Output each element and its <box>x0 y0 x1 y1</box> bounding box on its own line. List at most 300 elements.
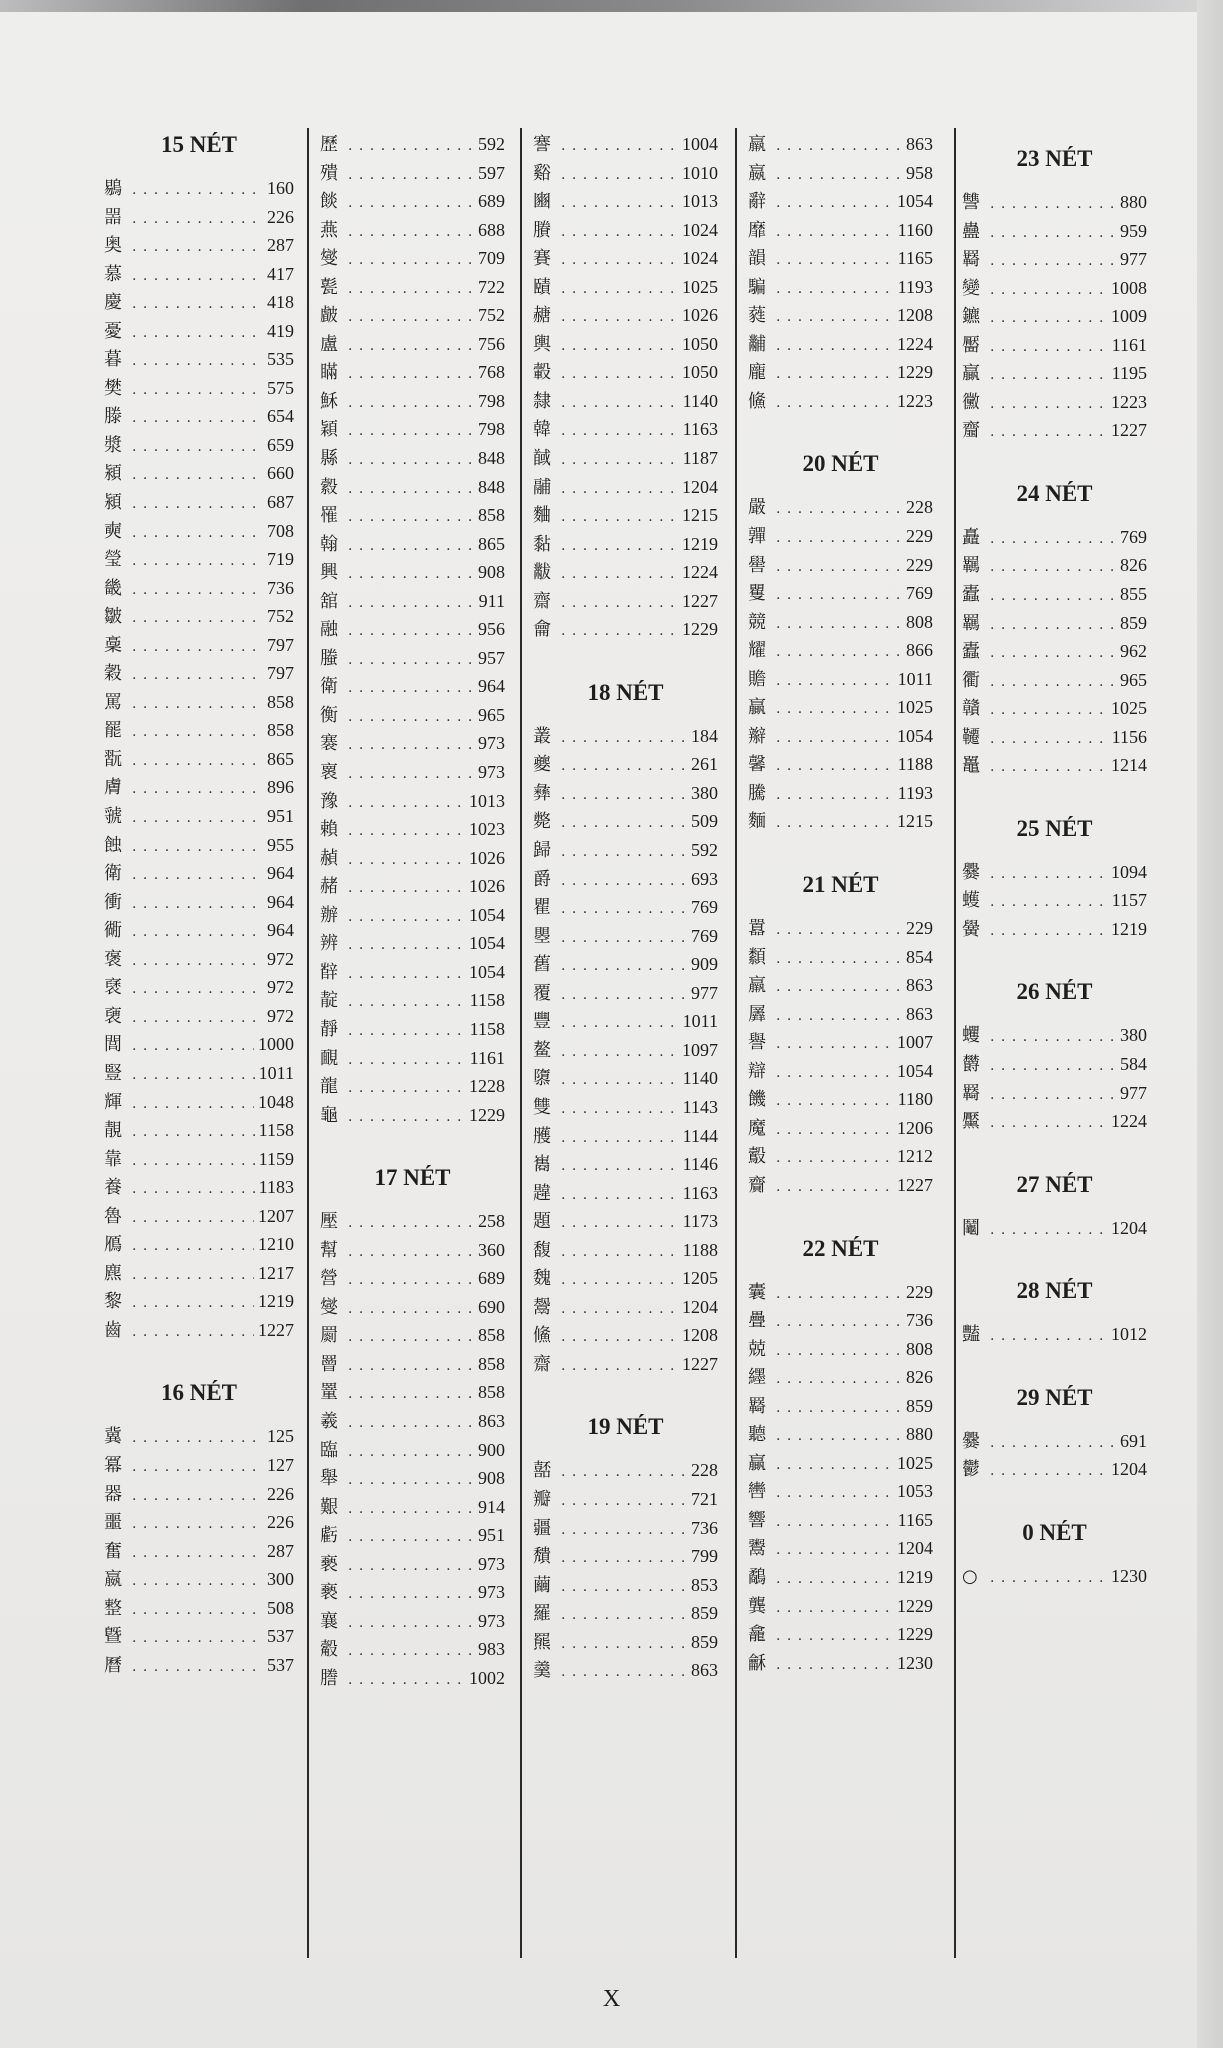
stroke-count-heading: 26 NÉT <box>1016 979 1093 1005</box>
entry-character: 瑩 <box>104 549 122 571</box>
dot-leader <box>348 560 474 589</box>
entry-character: 鷸 <box>748 1566 766 1588</box>
entry-character: 夔 <box>533 754 551 776</box>
dot-leader <box>561 1295 678 1324</box>
index-entry <box>320 1044 505 1073</box>
dot-leader <box>561 475 678 504</box>
index-entry <box>748 187 933 216</box>
entry-character: 矗 <box>962 526 980 548</box>
entry-character: 雙 <box>533 1096 551 1118</box>
dot-leader <box>132 176 263 205</box>
dot-leader <box>348 189 474 218</box>
index-entry <box>748 608 933 637</box>
dot-leader <box>348 1103 465 1132</box>
index-entry <box>962 609 1147 638</box>
heading-gap <box>748 1264 933 1278</box>
dot-leader <box>348 731 474 760</box>
entry-page-number: 1158 <box>258 1120 294 1141</box>
dot-leader <box>348 1380 474 1409</box>
entry-character: 馥 <box>533 1239 551 1261</box>
dot-leader <box>776 581 902 610</box>
stroke-count-heading: 0 NÉT <box>1022 1519 1087 1545</box>
entry-character: 鬻 <box>748 1538 766 1560</box>
index-column-4 <box>748 130 933 1950</box>
dot-leader <box>561 1124 679 1153</box>
entry-page-number: 1195 <box>1111 363 1147 384</box>
index-entry <box>962 1107 1147 1136</box>
dot-leader <box>132 1567 263 1596</box>
heading-gap <box>748 479 933 493</box>
index-entry <box>533 836 718 865</box>
entry-page-number: 908 <box>478 1468 505 1489</box>
dot-leader <box>348 1609 474 1638</box>
entry-character: 羈 <box>962 555 980 577</box>
dot-leader <box>776 218 894 247</box>
dot-leader <box>561 389 679 418</box>
section-gap <box>533 1378 718 1412</box>
entry-page-number: 880 <box>1120 192 1147 212</box>
dot-leader <box>990 1081 1116 1110</box>
dot-leader <box>990 725 1108 754</box>
dot-leader <box>348 417 474 446</box>
entry-page-number: 1161 <box>1111 334 1147 355</box>
entry-character: 欝 <box>962 1054 980 1076</box>
dot-leader <box>132 975 263 1004</box>
entry-page-number: 972 <box>267 977 294 998</box>
index-entry <box>533 387 718 416</box>
dot-leader <box>561 589 678 618</box>
entry-page-number: 592 <box>478 134 505 154</box>
entry-character: ○ <box>962 1565 978 1587</box>
entry-character: 羹 <box>533 1660 551 1682</box>
entry-character: 豳 <box>533 191 551 213</box>
entry-character: 整 <box>104 1597 122 1619</box>
entry-character: 褱 <box>320 762 338 784</box>
entry-page-number: 226 <box>267 206 294 227</box>
entry-character: 閭 <box>104 1034 122 1056</box>
dot-leader <box>132 1175 255 1204</box>
entry-page-number: 958 <box>906 162 933 183</box>
dot-leader <box>776 916 902 945</box>
entry-character: 兢 <box>748 1338 766 1360</box>
dot-leader <box>561 1181 679 1210</box>
entry-page-number: 951 <box>478 1525 505 1546</box>
dot-leader <box>561 617 678 646</box>
dot-leader <box>776 332 893 361</box>
index-entry <box>533 1599 718 1628</box>
index-entry <box>533 301 718 330</box>
dot-leader <box>776 752 894 781</box>
index-entry <box>320 1101 505 1130</box>
dot-leader <box>776 638 902 667</box>
entry-page-number: 955 <box>267 834 294 855</box>
entry-character: 靚 <box>104 1120 122 1142</box>
dot-leader <box>776 1002 902 1031</box>
entry-character: 虢 <box>104 806 122 828</box>
dot-leader <box>776 1622 893 1651</box>
dot-leader <box>990 247 1116 276</box>
entry-character: 蠱 <box>962 220 980 242</box>
stroke-count-heading: 18 NÉT <box>587 679 664 705</box>
entry-character: 穀 <box>104 663 122 685</box>
entry-character: 麃 <box>104 1262 122 1284</box>
entry-page-number: 736 <box>267 577 294 598</box>
section-gap <box>962 445 1147 479</box>
index-entry <box>748 722 933 751</box>
index-entry <box>320 1015 505 1044</box>
dot-leader <box>561 952 687 981</box>
index-entry <box>533 807 718 836</box>
index-entry <box>320 758 505 787</box>
entry-character: 瓣 <box>533 1488 551 1510</box>
entry-character: 贏 <box>962 363 980 385</box>
entry-character: 羅 <box>533 1603 551 1625</box>
dot-leader <box>348 1323 474 1352</box>
index-entry <box>533 615 718 644</box>
entry-page-number: 287 <box>267 1540 294 1561</box>
entry-page-number: 858 <box>478 1353 505 1374</box>
dot-leader <box>776 1422 902 1451</box>
dot-leader <box>561 1152 679 1181</box>
entry-character: 齏 <box>962 420 980 442</box>
entry-character: 黼 <box>748 333 766 355</box>
entry-page-number: 964 <box>267 863 294 884</box>
index-entry <box>104 1451 294 1480</box>
entry-character: 鼉 <box>962 755 980 777</box>
entry-page-number: 1219 <box>897 1566 933 1587</box>
heading-gap <box>962 509 1147 523</box>
index-entry <box>320 929 505 958</box>
index-entry <box>104 1088 294 1117</box>
heading-gap <box>962 844 1147 858</box>
entry-character: 瞿 <box>533 897 551 919</box>
entry-character: 羲 <box>320 1410 338 1432</box>
dot-leader <box>776 724 893 753</box>
index-column-1 <box>104 130 294 1950</box>
dot-leader <box>132 918 263 947</box>
entry-page-number: 1050 <box>682 333 718 354</box>
stroke-count-heading: 27 NÉT <box>1016 1171 1093 1197</box>
dot-leader <box>776 303 893 332</box>
dot-leader <box>561 809 687 838</box>
dot-leader <box>348 1074 465 1103</box>
index-entry <box>533 558 718 587</box>
index-entry <box>533 722 718 751</box>
entry-character: 樊 <box>104 377 122 399</box>
entry-character: 衡 <box>320 704 338 726</box>
dot-leader <box>348 646 474 675</box>
dot-leader <box>776 667 894 696</box>
entry-character: 韻 <box>748 248 766 270</box>
dot-leader <box>776 1059 893 1088</box>
entry-character: 穎 <box>320 419 338 441</box>
entry-page-number: 797 <box>267 663 294 684</box>
entry-page-number: 1054 <box>469 961 505 982</box>
heading-gap <box>962 1200 1147 1214</box>
index-entry <box>962 666 1147 695</box>
column-divider <box>307 128 309 1958</box>
entry-page-number: 1206 <box>897 1117 933 1138</box>
entry-page-number: 300 <box>267 1569 294 1590</box>
entry-character: 齎 <box>748 1174 766 1196</box>
dot-leader <box>776 1116 893 1145</box>
index-entry <box>533 779 718 808</box>
entry-character: 衚 <box>104 920 122 942</box>
dot-leader <box>561 1630 687 1659</box>
dot-leader <box>561 924 687 953</box>
entry-character: 罿 <box>320 1382 338 1404</box>
entry-page-number: 1187 <box>682 448 718 469</box>
entry-page-number: 1229 <box>682 619 718 640</box>
entry-page-number: 1214 <box>1111 755 1147 776</box>
entry-character: 靨 <box>962 334 980 356</box>
index-entry <box>320 130 505 159</box>
index-entry <box>320 1664 505 1693</box>
index-entry <box>962 858 1147 887</box>
entry-page-number: 1158 <box>469 990 505 1011</box>
dot-leader <box>132 690 263 719</box>
index-entry <box>104 773 294 802</box>
dot-leader <box>132 319 263 348</box>
dot-leader <box>561 532 678 561</box>
index-entry <box>320 1236 505 1265</box>
index-entry <box>320 1321 505 1350</box>
entry-page-number: 769 <box>691 897 718 918</box>
index-entry <box>533 1321 718 1350</box>
heading-gap <box>533 708 718 722</box>
entry-character: 蕤 <box>748 305 766 327</box>
dot-leader <box>990 525 1116 554</box>
index-entry <box>748 1114 933 1143</box>
entry-character: 慶 <box>104 292 122 314</box>
entry-character: 靠 <box>104 1148 122 1170</box>
entry-character: 衛 <box>320 676 338 698</box>
entry-character: 翰 <box>320 533 338 555</box>
dot-leader <box>348 1580 474 1609</box>
index-entry <box>533 1179 718 1208</box>
stroke-count-heading: 19 NÉT <box>587 1414 664 1440</box>
dot-leader <box>348 589 475 618</box>
index-entry <box>748 1278 933 1307</box>
entry-page-number: 1229 <box>897 1595 933 1616</box>
index-entry <box>962 388 1147 417</box>
index-entry <box>320 1207 505 1236</box>
section-gap <box>962 943 1147 977</box>
entry-page-number: 1025 <box>1111 698 1147 719</box>
dot-leader <box>990 582 1116 611</box>
dot-leader <box>348 988 466 1017</box>
entry-character: 彝 <box>533 782 551 804</box>
dot-leader <box>990 361 1108 390</box>
index-entry <box>533 750 718 779</box>
dot-leader <box>776 1536 893 1565</box>
entry-character: 嬴 <box>104 1569 122 1591</box>
entry-character: 襄 <box>320 1610 338 1632</box>
index-entry <box>533 1007 718 1036</box>
index-entry <box>748 244 933 273</box>
entry-character: 贏 <box>748 697 766 719</box>
dot-leader <box>132 547 263 576</box>
index-entry <box>748 1563 933 1592</box>
dot-leader <box>561 1009 679 1038</box>
entry-character: 轡 <box>748 1481 766 1503</box>
dot-leader <box>776 973 902 1002</box>
heading-gap <box>104 1408 294 1422</box>
dot-leader <box>132 775 263 804</box>
entry-page-number: 1219 <box>258 1291 294 1312</box>
index-entry <box>320 1464 505 1493</box>
index-entry <box>533 587 718 616</box>
index-entry <box>748 1534 933 1563</box>
entry-page-number: 853 <box>691 1574 718 1595</box>
dot-leader <box>561 1458 687 1487</box>
entry-character: 馨 <box>748 754 766 776</box>
entry-page-number: 380 <box>691 782 718 803</box>
section-gap <box>533 644 718 678</box>
section-gap <box>320 1129 505 1163</box>
entry-character: 褒 <box>104 948 122 970</box>
stroke-count-heading: 28 NÉT <box>1016 1278 1093 1304</box>
dot-leader <box>990 1457 1107 1486</box>
entry-character: 鑣 <box>962 306 980 328</box>
index-entry <box>748 943 933 972</box>
entry-character: 鳌 <box>533 1039 551 1061</box>
index-entry <box>748 1649 933 1678</box>
entry-character: 褎 <box>104 977 122 999</box>
entry-page-number: 1097 <box>682 1039 718 1060</box>
entry-character: 龐 <box>748 362 766 384</box>
entry-page-number: 865 <box>267 748 294 769</box>
index-entry <box>748 387 933 416</box>
dot-leader <box>132 233 263 262</box>
index-entry <box>320 444 505 473</box>
entry-character: 暮 <box>104 349 122 371</box>
index-column-2 <box>320 130 505 1950</box>
entry-character: 黻 <box>533 562 551 584</box>
index-entry <box>748 1306 933 1335</box>
entry-page-number: 1188 <box>897 754 933 775</box>
dot-leader <box>132 1539 263 1568</box>
entry-page-number: 228 <box>906 497 933 518</box>
index-entry <box>320 729 505 758</box>
entry-page-number: 654 <box>267 406 294 427</box>
entry-character: 罵 <box>104 691 122 713</box>
stroke-count-heading: 24 NÉT <box>1016 480 1093 506</box>
entry-character: 賾 <box>533 276 551 298</box>
dot-leader <box>990 611 1116 640</box>
index-entry <box>320 986 505 1015</box>
entry-character: 罹 <box>320 505 338 527</box>
entry-character: 黏 <box>533 533 551 555</box>
entry-character: 蠹 <box>962 641 980 663</box>
dot-leader <box>348 246 474 275</box>
entry-character: 羇 <box>962 1082 980 1104</box>
dot-leader <box>561 1266 678 1295</box>
entry-character: 豎 <box>104 1062 122 1084</box>
entry-character: 輝 <box>104 1091 122 1113</box>
entry-page-number: 380 <box>1120 1025 1147 1046</box>
entry-page-number: 858 <box>478 1325 505 1346</box>
entry-page-number: 1054 <box>897 725 933 746</box>
entry-page-number: 768 <box>478 362 505 383</box>
entry-character: 瞾 <box>533 925 551 947</box>
entry-page-number: 1024 <box>682 219 718 240</box>
entry-page-number: 418 <box>267 292 294 313</box>
entry-character: 壓 <box>320 1211 338 1233</box>
index-entry <box>748 551 933 580</box>
entry-page-number: 1230 <box>1111 1565 1147 1586</box>
index-entry <box>320 415 505 444</box>
index-entry <box>104 945 294 974</box>
entry-character: 輿 <box>533 333 551 355</box>
index-entry <box>320 1407 505 1436</box>
index-entry <box>320 815 505 844</box>
index-entry <box>533 1571 718 1600</box>
entry-character: 疆 <box>533 1517 551 1539</box>
entry-character: 燮 <box>320 248 338 270</box>
index-entry <box>748 779 933 808</box>
index-entry <box>533 922 718 951</box>
index-entry <box>748 1420 933 1449</box>
dot-leader <box>561 838 687 867</box>
index-entry <box>104 1651 294 1680</box>
index-entry <box>533 530 718 559</box>
entry-page-number: 1224 <box>1111 1111 1147 1132</box>
index-entry <box>104 888 294 917</box>
index-entry <box>962 694 1147 723</box>
entry-page-number: 1212 <box>897 1146 933 1167</box>
entry-character: 騙 <box>748 276 766 298</box>
entry-character: 潁 <box>104 492 122 514</box>
index-entry <box>962 523 1147 552</box>
entry-character: 褰 <box>320 733 338 755</box>
entry-page-number: 972 <box>267 948 294 969</box>
index-entry <box>104 859 294 888</box>
entry-page-number: 1025 <box>897 697 933 718</box>
entry-character: 冀 <box>104 1426 122 1448</box>
dot-leader <box>561 781 687 810</box>
entry-character: 讐 <box>962 192 980 213</box>
index-entry <box>104 631 294 660</box>
entry-page-number: 1219 <box>682 533 718 554</box>
index-entry <box>748 130 933 159</box>
index-entry <box>533 1350 718 1379</box>
dot-leader <box>776 1365 902 1394</box>
entry-page-number: 1223 <box>897 390 933 411</box>
dot-leader <box>990 418 1107 447</box>
dot-leader <box>132 1090 254 1119</box>
entry-page-number: 798 <box>478 390 505 411</box>
dot-leader <box>348 1438 474 1467</box>
heading-gap <box>533 1442 718 1456</box>
index-column-5 <box>962 130 1147 1950</box>
entry-page-number: 1204 <box>1111 1459 1147 1480</box>
dot-leader <box>990 860 1107 889</box>
index-entry <box>320 216 505 245</box>
entry-character: 贍 <box>748 668 766 690</box>
dot-leader <box>348 132 474 161</box>
entry-page-number: 1229 <box>469 1104 505 1125</box>
dot-leader <box>348 389 474 418</box>
dot-leader <box>132 1061 255 1090</box>
entry-page-number: 1024 <box>682 248 718 269</box>
entry-page-number: 1054 <box>897 191 933 212</box>
heading-gap <box>320 1193 505 1207</box>
entry-character: 曁 <box>104 1626 122 1648</box>
entry-character: 豔 <box>962 1324 980 1346</box>
entry-page-number: 1143 <box>682 1096 718 1117</box>
index-entry <box>962 1050 1147 1079</box>
